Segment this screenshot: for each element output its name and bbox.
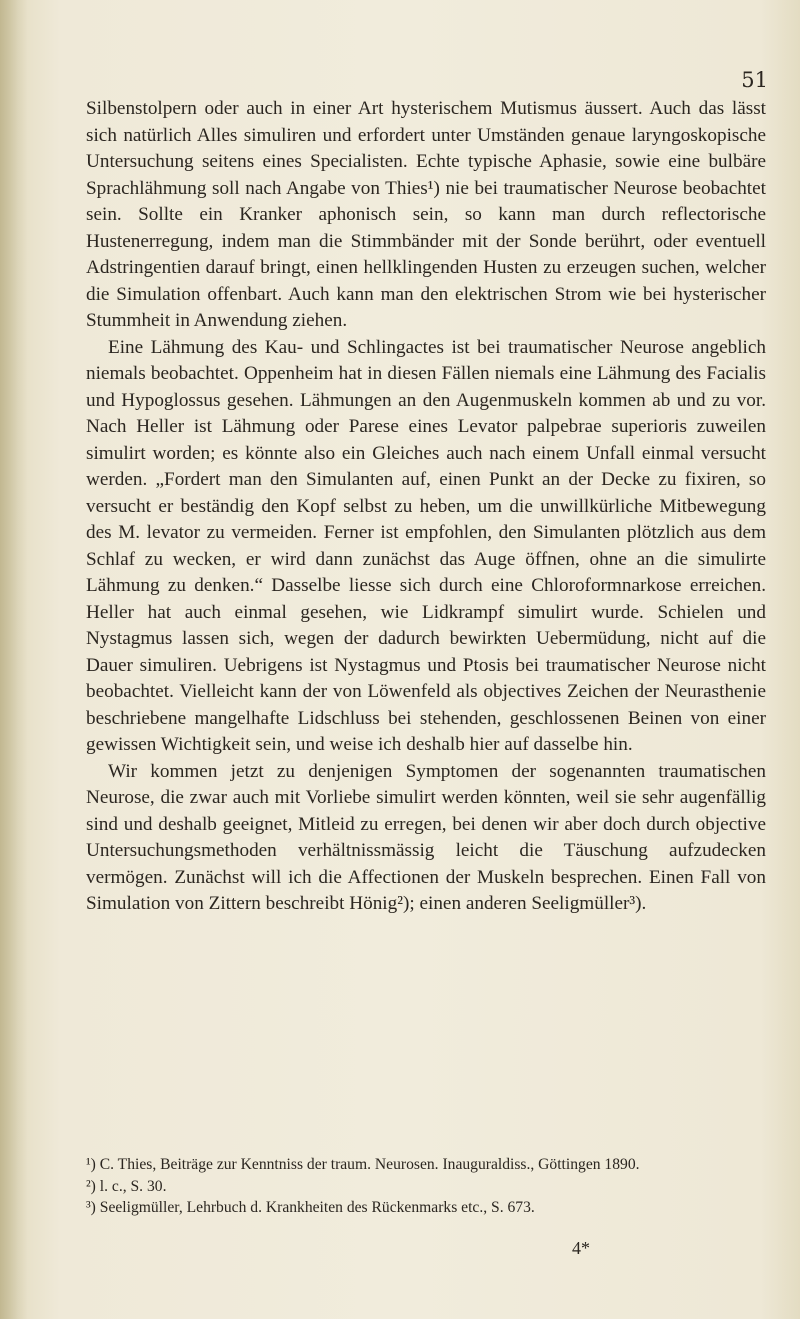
binding-shadow: [0, 0, 28, 1319]
footnote-1: ¹) C. Thies, Beiträge zur Kenntniss der traum. Neurosen. Inauguraldiss., Göttingen 1890.: [86, 1156, 640, 1173]
footnotes: [86, 1154, 766, 1219]
paragraph-2: Eine Lähmung des Kau- und Schlingactes ist bei traumatischer Neurose angeblich niemals beobachtet. Oppenheim hat in diesen Fällen niemals eine Lähmung des Facialis und Hypoglossus gesehen. Lähmungen an den Augenmuskeln kommen ab und zu vor. Nach Heller ist Lähmung oder Parese eines Levator palpebrae superioris zuweilen simulirt worden; es könnte also ein Gleiches auch nach einem Unfall einmal versucht werden. „Fordert man den Simulanten auf, einen Punkt an der Decke zu fixiren, so versucht er beständig den Kopf selbst zu heben, um die unwillkürliche Mitbewegung des M. levator zu vermeiden. Ferner ist empfohlen, den Simulanten plötzlich aus dem Schlaf zu wecken, er wird dann zunächst das Auge öffnen, ohne an die simulirte Lähmung zu denken.“ Dasselbe liesse sich durch eine Chloroformnarkose erreichen. Heller hat auch einmal gesehen, wie Lidkrampf simulirt wurde. Schielen und Nystagmus lassen sich, wegen der dadurch bewirkten Uebermüdung, nicht auf die Dauer simuliren. Uebrigens ist Nystagmus und Ptosis bei traumatischer Neurose nicht beobachtet. Vielleicht kann der von Löwenfeld als objectives Zeichen der Neurasthenie beschriebene mangelhafte Lidschluss bei stehenden, geschlossenen Beinen von einer gewissen Wichtigkeit sein, und weise ich deshalb hier auf dasselbe hin.: [86, 336, 766, 755]
main-text: [86, 96, 766, 918]
paragraph-1: Silbenstolpern oder auch in einer Art hysterischem Mutismus äussert. Auch das lässt sich natürlich Alles simuliren und erfordert unter Umständen genaue laryngoskopische Untersuchung seitens eines Specialisten. Echte typische Aphasie, sowie eine bulbäre Sprachlähmung soll nach Angabe von Thies¹) nie bei traumatischer Neurose beobachtet sein. Sollte ein Kranker aphonisch sein, so kann man durch reflectorische Hustenerregung, indem man die Stimmbänder mit der Sonde berührt, oder eventuell Adstringentien darauf bringt, einen hellklingenden Husten zu erzeugen suchen, welcher die Simulation offenbart. Auch kann man den elektrischen Strom wie bei hysterischer Stummheit in Anwendung ziehen.: [86, 98, 766, 331]
footnote-3: ³) Seeligmüller, Lehrbuch d. Krankheiten des Rückenmarks etc., S. 673.: [86, 1199, 535, 1216]
paragraph-3: Wir kommen jetzt zu denjenigen Symptomen der sogenannten traumatischen Neurose, die zwar auch mit Vorliebe simulirt werden könnten, weil sie sehr augenfällig sind und deshalb geeignet, Mitleid zu erregen, bei denen wir aber doch durch objective Untersuchungsmethoden verhältnissmässig leicht die Täuschung aufzudecken vermögen. Zunächst will ich die Affectionen der Muskeln besprechen. Einen Fall von Simulation von Zittern beschreibt Hönig²); einen anderen Seeligmüller³).: [86, 760, 766, 914]
footnote-2: ²) l. c., S. 30.: [86, 1177, 167, 1195]
page-number: 51: [741, 68, 768, 92]
printer-signature: 4*: [572, 1238, 590, 1258]
